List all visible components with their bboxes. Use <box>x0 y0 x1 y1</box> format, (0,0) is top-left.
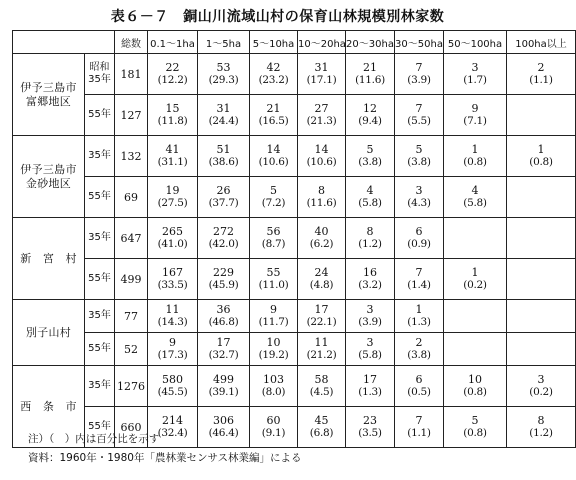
household-percent: (3.9) <box>358 316 382 328</box>
household-percent: (42.0) <box>208 238 239 250</box>
household-percent: (0.8) <box>529 156 553 168</box>
size-cell <box>444 218 507 259</box>
household-count: 5 <box>415 143 423 156</box>
household-count: 15 <box>165 102 180 115</box>
region-name <box>13 218 85 300</box>
total-count: 69 <box>115 177 148 218</box>
table-row <box>13 136 576 177</box>
size-cell <box>444 259 507 300</box>
size-cell <box>250 54 298 95</box>
household-percent: (12.2) <box>157 74 188 86</box>
forest-household-table <box>12 30 576 448</box>
household-percent: (3.8) <box>407 156 431 168</box>
region-name-line: 新 宮 村 <box>20 251 77 265</box>
household-percent: (11.6) <box>306 197 337 209</box>
size-cell <box>198 54 250 95</box>
household-percent: (1.2) <box>358 238 382 250</box>
household-percent: (0.8) <box>463 156 487 168</box>
household-percent: (8.0) <box>261 386 286 398</box>
note-percentage: 注）（ ）内は百分比を示す <box>28 433 160 445</box>
size-cell <box>346 366 395 407</box>
household-percent: (11.0) <box>258 279 289 291</box>
household-count: 6 <box>415 373 423 386</box>
table-row <box>13 95 576 136</box>
year-label-line: 35年 <box>88 232 111 243</box>
household-percent: (0.2) <box>463 279 487 291</box>
household-count: 265 <box>162 225 183 238</box>
size-cell <box>507 218 576 259</box>
household-count: 27 <box>314 102 329 115</box>
size-cell <box>148 366 198 407</box>
household-percent: (3.5) <box>358 427 382 439</box>
size-cell <box>346 54 395 95</box>
household-percent: (1.7) <box>463 74 487 86</box>
year-label-line: 55年 <box>88 343 111 354</box>
household-count: 36 <box>216 303 231 316</box>
household-count: 1 <box>471 266 479 279</box>
household-count: 45 <box>314 414 329 427</box>
header-total: 総数 <box>115 31 148 54</box>
household-percent: (39.1) <box>208 386 239 398</box>
header-size-col: 30～50ha <box>395 31 444 54</box>
header-size-col: 0.1～1ha <box>148 31 198 54</box>
size-cell <box>148 259 198 300</box>
household-percent: (33.5) <box>157 279 188 291</box>
year-label-line: 35年 <box>88 150 111 161</box>
table-row <box>13 218 576 259</box>
household-count: 1 <box>537 143 545 156</box>
year-label <box>85 259 115 300</box>
size-cell <box>507 95 576 136</box>
total-count: 127 <box>115 95 148 136</box>
household-percent: (11.8) <box>157 115 188 127</box>
size-cell <box>507 259 576 300</box>
household-percent: (6.2) <box>309 238 334 250</box>
size-cell <box>346 407 395 448</box>
size-cell <box>298 259 346 300</box>
household-count: 2 <box>415 336 423 349</box>
size-cell <box>198 333 250 366</box>
size-cell <box>346 218 395 259</box>
size-cell <box>395 259 444 300</box>
household-count: 5 <box>471 414 479 427</box>
household-percent: (5.8) <box>358 197 382 209</box>
household-count: 4 <box>366 184 374 197</box>
table-row <box>13 177 576 218</box>
year-label-line: 昭和 <box>89 62 110 73</box>
household-count: 56 <box>266 225 281 238</box>
region-name-line: 別子山村 <box>25 325 72 339</box>
size-cell <box>395 136 444 177</box>
region-name <box>13 54 85 136</box>
size-cell <box>298 177 346 218</box>
household-percent: (4.8) <box>309 279 334 291</box>
household-percent: (46.8) <box>208 316 239 328</box>
size-cell <box>444 300 507 333</box>
household-percent: (5.8) <box>358 349 382 361</box>
household-count: 3 <box>537 373 545 386</box>
size-cell <box>346 259 395 300</box>
household-percent: (22.1) <box>306 316 337 328</box>
size-cell <box>298 218 346 259</box>
household-count: 167 <box>162 266 183 279</box>
household-count: 7 <box>415 102 423 115</box>
size-cell <box>298 95 346 136</box>
region-name-line: 西 条 市 <box>20 399 77 413</box>
household-count: 3 <box>415 184 423 197</box>
size-cell <box>250 218 298 259</box>
household-count: 8 <box>537 414 545 427</box>
household-percent: (21.3) <box>306 115 337 127</box>
year-label <box>85 177 115 218</box>
year-label <box>85 95 115 136</box>
household-percent: (16.5) <box>258 115 289 127</box>
household-count: 11 <box>314 336 329 349</box>
size-cell <box>298 300 346 333</box>
household-percent: (14.3) <box>157 316 188 328</box>
household-count: 14 <box>314 143 329 156</box>
household-percent: (9.4) <box>358 115 382 127</box>
year-label-line: 35年 <box>88 310 111 321</box>
total-count: 499 <box>115 259 148 300</box>
household-percent: (5.8) <box>463 197 487 209</box>
table-body <box>13 54 576 448</box>
notes <box>28 430 302 468</box>
household-percent: (3.2) <box>358 279 382 291</box>
year-label-line: 35年 <box>88 380 111 391</box>
header-size-col: 100ha以上 <box>507 31 576 54</box>
total-count: 647 <box>115 218 148 259</box>
table-title: 表６－７ 銅山川流域山村の保育山林規模別林家数 <box>110 9 445 25</box>
household-percent: (8.7) <box>261 238 286 250</box>
household-count: 4 <box>471 184 479 197</box>
size-cell <box>444 54 507 95</box>
household-count: 10 <box>266 336 281 349</box>
household-count: 1 <box>471 143 479 156</box>
size-cell <box>298 54 346 95</box>
size-cell <box>198 366 250 407</box>
total-count: 132 <box>115 136 148 177</box>
household-percent: (1.3) <box>407 316 431 328</box>
household-count: 58 <box>314 373 329 386</box>
size-cell <box>198 136 250 177</box>
household-count: 272 <box>213 225 234 238</box>
household-count: 9 <box>471 102 479 115</box>
household-percent: (0.8) <box>463 427 487 439</box>
household-percent: (9.1) <box>261 427 286 439</box>
year-label-line: 35年 <box>88 74 111 85</box>
household-percent: (0.9) <box>407 238 431 250</box>
household-count: 7 <box>415 414 423 427</box>
household-count: 499 <box>213 373 234 386</box>
note-source: 資料：1960年・1980年「農林業センサス林業編」による <box>28 452 302 464</box>
household-percent: (7.2) <box>261 197 286 209</box>
size-cell <box>395 366 444 407</box>
household-count: 17 <box>363 373 377 386</box>
size-cell <box>507 366 576 407</box>
year-label <box>85 300 115 333</box>
size-cell <box>250 300 298 333</box>
region-name <box>13 136 85 218</box>
household-count: 31 <box>216 102 231 115</box>
size-cell <box>507 136 576 177</box>
household-percent: (3.8) <box>407 349 431 361</box>
size-cell <box>444 407 507 448</box>
size-cell <box>395 54 444 95</box>
size-cell <box>198 259 250 300</box>
table-row <box>13 300 576 333</box>
size-cell <box>298 366 346 407</box>
household-count: 8 <box>318 184 325 197</box>
total-count: 181 <box>115 54 148 95</box>
table-row <box>13 54 576 95</box>
size-cell <box>198 95 250 136</box>
household-percent: (6.8) <box>309 427 334 439</box>
total-count: 1276 <box>115 366 148 407</box>
household-percent: (29.3) <box>208 74 239 86</box>
size-cell <box>444 177 507 218</box>
header-size-col: 1～5ha <box>198 31 250 54</box>
size-cell <box>198 300 250 333</box>
household-count: 26 <box>216 184 231 197</box>
size-cell <box>250 177 298 218</box>
size-cell <box>444 366 507 407</box>
household-percent: (3.9) <box>407 74 431 86</box>
household-percent: (27.5) <box>157 197 188 209</box>
household-count: 229 <box>213 266 234 279</box>
table-row <box>13 333 576 366</box>
household-count: 19 <box>165 184 180 197</box>
table-row <box>13 259 576 300</box>
household-count: 10 <box>468 373 482 386</box>
household-count: 21 <box>363 61 377 74</box>
household-percent: (5.5) <box>407 115 431 127</box>
household-percent: (1.1) <box>529 74 553 86</box>
household-count: 22 <box>165 61 180 74</box>
size-cell <box>507 54 576 95</box>
household-percent: (1.4) <box>407 279 431 291</box>
household-count: 9 <box>169 336 176 349</box>
household-percent: (17.3) <box>157 349 188 361</box>
household-count: 214 <box>162 414 183 427</box>
household-percent: (46.4) <box>208 427 239 439</box>
size-cell <box>346 95 395 136</box>
size-cell <box>507 333 576 366</box>
size-cell <box>148 218 198 259</box>
household-count: 31 <box>314 61 329 74</box>
household-percent: (3.8) <box>358 156 382 168</box>
size-cell <box>395 407 444 448</box>
size-cell <box>298 136 346 177</box>
size-cell <box>250 259 298 300</box>
year-label-line: 55年 <box>88 273 111 284</box>
header-size-col: 10～20ha <box>298 31 346 54</box>
household-percent: (1.3) <box>358 386 382 398</box>
household-count: 17 <box>314 303 329 316</box>
household-count: 103 <box>263 373 284 386</box>
household-count: 14 <box>266 143 281 156</box>
region-name-line: 富郷地区 <box>25 94 72 108</box>
size-cell <box>507 300 576 333</box>
household-percent: (45.9) <box>208 279 239 291</box>
household-count: 8 <box>366 225 374 238</box>
size-cell <box>250 136 298 177</box>
size-cell <box>444 136 507 177</box>
household-percent: (32.7) <box>208 349 239 361</box>
table-row <box>13 366 576 407</box>
region-name-line: 伊予三島市 <box>20 80 77 94</box>
size-cell <box>395 177 444 218</box>
household-percent: (31.1) <box>157 156 188 168</box>
size-cell <box>346 177 395 218</box>
household-count: 21 <box>266 102 281 115</box>
household-count: 23 <box>363 414 377 427</box>
household-percent: (11.6) <box>355 74 385 86</box>
size-cell <box>148 300 198 333</box>
size-cell <box>198 218 250 259</box>
household-count: 55 <box>266 266 281 279</box>
header-row <box>13 31 576 54</box>
size-cell <box>250 333 298 366</box>
total-count: 660 <box>115 407 148 448</box>
household-count: 3 <box>471 61 479 74</box>
total-count: 52 <box>115 333 148 366</box>
size-cell <box>148 333 198 366</box>
region-name-line: 伊予三島市 <box>20 162 77 176</box>
size-cell <box>395 218 444 259</box>
household-percent: (4.5) <box>309 386 334 398</box>
household-percent: (0.8) <box>463 386 487 398</box>
header-size-col: 50～100ha <box>444 31 507 54</box>
total-count: 77 <box>115 300 148 333</box>
size-cell <box>444 333 507 366</box>
household-count: 41 <box>165 143 180 156</box>
size-cell <box>444 95 507 136</box>
household-count: 60 <box>266 414 281 427</box>
household-count: 12 <box>363 102 377 115</box>
household-percent: (17.1) <box>306 74 337 86</box>
household-count: 306 <box>213 414 234 427</box>
size-cell <box>298 407 346 448</box>
year-label <box>85 54 115 95</box>
household-count: 51 <box>216 143 231 156</box>
year-label-line: 55年 <box>88 191 111 202</box>
household-percent: (1.2) <box>529 427 553 439</box>
household-percent: (11.7) <box>258 316 289 328</box>
year-label-line: 55年 <box>88 109 111 120</box>
household-count: 3 <box>366 303 374 316</box>
household-percent: (23.2) <box>258 74 289 86</box>
household-percent: (0.2) <box>529 386 553 398</box>
household-percent: (19.2) <box>258 349 289 361</box>
region-name <box>13 300 85 366</box>
size-cell <box>395 333 444 366</box>
header-size-col: 5～10ha <box>250 31 298 54</box>
household-percent: (10.6) <box>306 156 337 168</box>
household-count: 7 <box>415 61 423 74</box>
size-cell <box>148 136 198 177</box>
size-cell <box>507 177 576 218</box>
household-count: 11 <box>165 303 180 316</box>
header-size-col: 20～30ha <box>346 31 395 54</box>
household-count: 3 <box>366 336 374 349</box>
household-percent: (1.1) <box>407 427 431 439</box>
household-count: 6 <box>415 225 423 238</box>
household-count: 17 <box>216 336 231 349</box>
household-count: 9 <box>270 303 277 316</box>
household-percent: (0.5) <box>407 386 431 398</box>
household-percent: (37.7) <box>208 197 239 209</box>
size-cell <box>346 136 395 177</box>
household-percent: (10.6) <box>258 156 289 168</box>
household-count: 580 <box>162 373 183 386</box>
household-count: 24 <box>314 266 329 279</box>
size-cell <box>346 300 395 333</box>
household-percent: (45.5) <box>157 386 188 398</box>
household-percent: (7.1) <box>463 115 487 127</box>
year-label <box>85 218 115 259</box>
household-percent: (24.4) <box>208 115 239 127</box>
household-percent: (21.2) <box>306 349 337 361</box>
household-count: 2 <box>537 61 545 74</box>
year-label <box>85 136 115 177</box>
size-cell <box>250 366 298 407</box>
household-count: 42 <box>266 61 281 74</box>
household-percent: (32.4) <box>157 427 188 439</box>
household-count: 40 <box>314 225 329 238</box>
household-count: 53 <box>216 61 231 74</box>
year-label-line: 55年 <box>88 421 111 432</box>
size-cell <box>148 95 198 136</box>
size-cell <box>395 95 444 136</box>
household-count: 16 <box>363 266 377 279</box>
household-percent: (41.0) <box>157 238 188 250</box>
household-count: 5 <box>366 143 374 156</box>
year-label <box>85 333 115 366</box>
household-percent: (38.6) <box>208 156 239 168</box>
household-percent: (4.3) <box>407 197 431 209</box>
household-count: 1 <box>415 303 423 316</box>
size-cell <box>148 54 198 95</box>
household-count: 7 <box>415 266 423 279</box>
size-cell <box>198 177 250 218</box>
size-cell <box>395 300 444 333</box>
header-corner <box>13 31 115 54</box>
size-cell <box>148 177 198 218</box>
size-cell <box>507 407 576 448</box>
year-label <box>85 366 115 407</box>
size-cell <box>346 333 395 366</box>
household-count: 5 <box>270 184 277 197</box>
size-cell <box>298 333 346 366</box>
region-name-line: 金砂地区 <box>25 176 72 190</box>
size-cell <box>250 95 298 136</box>
